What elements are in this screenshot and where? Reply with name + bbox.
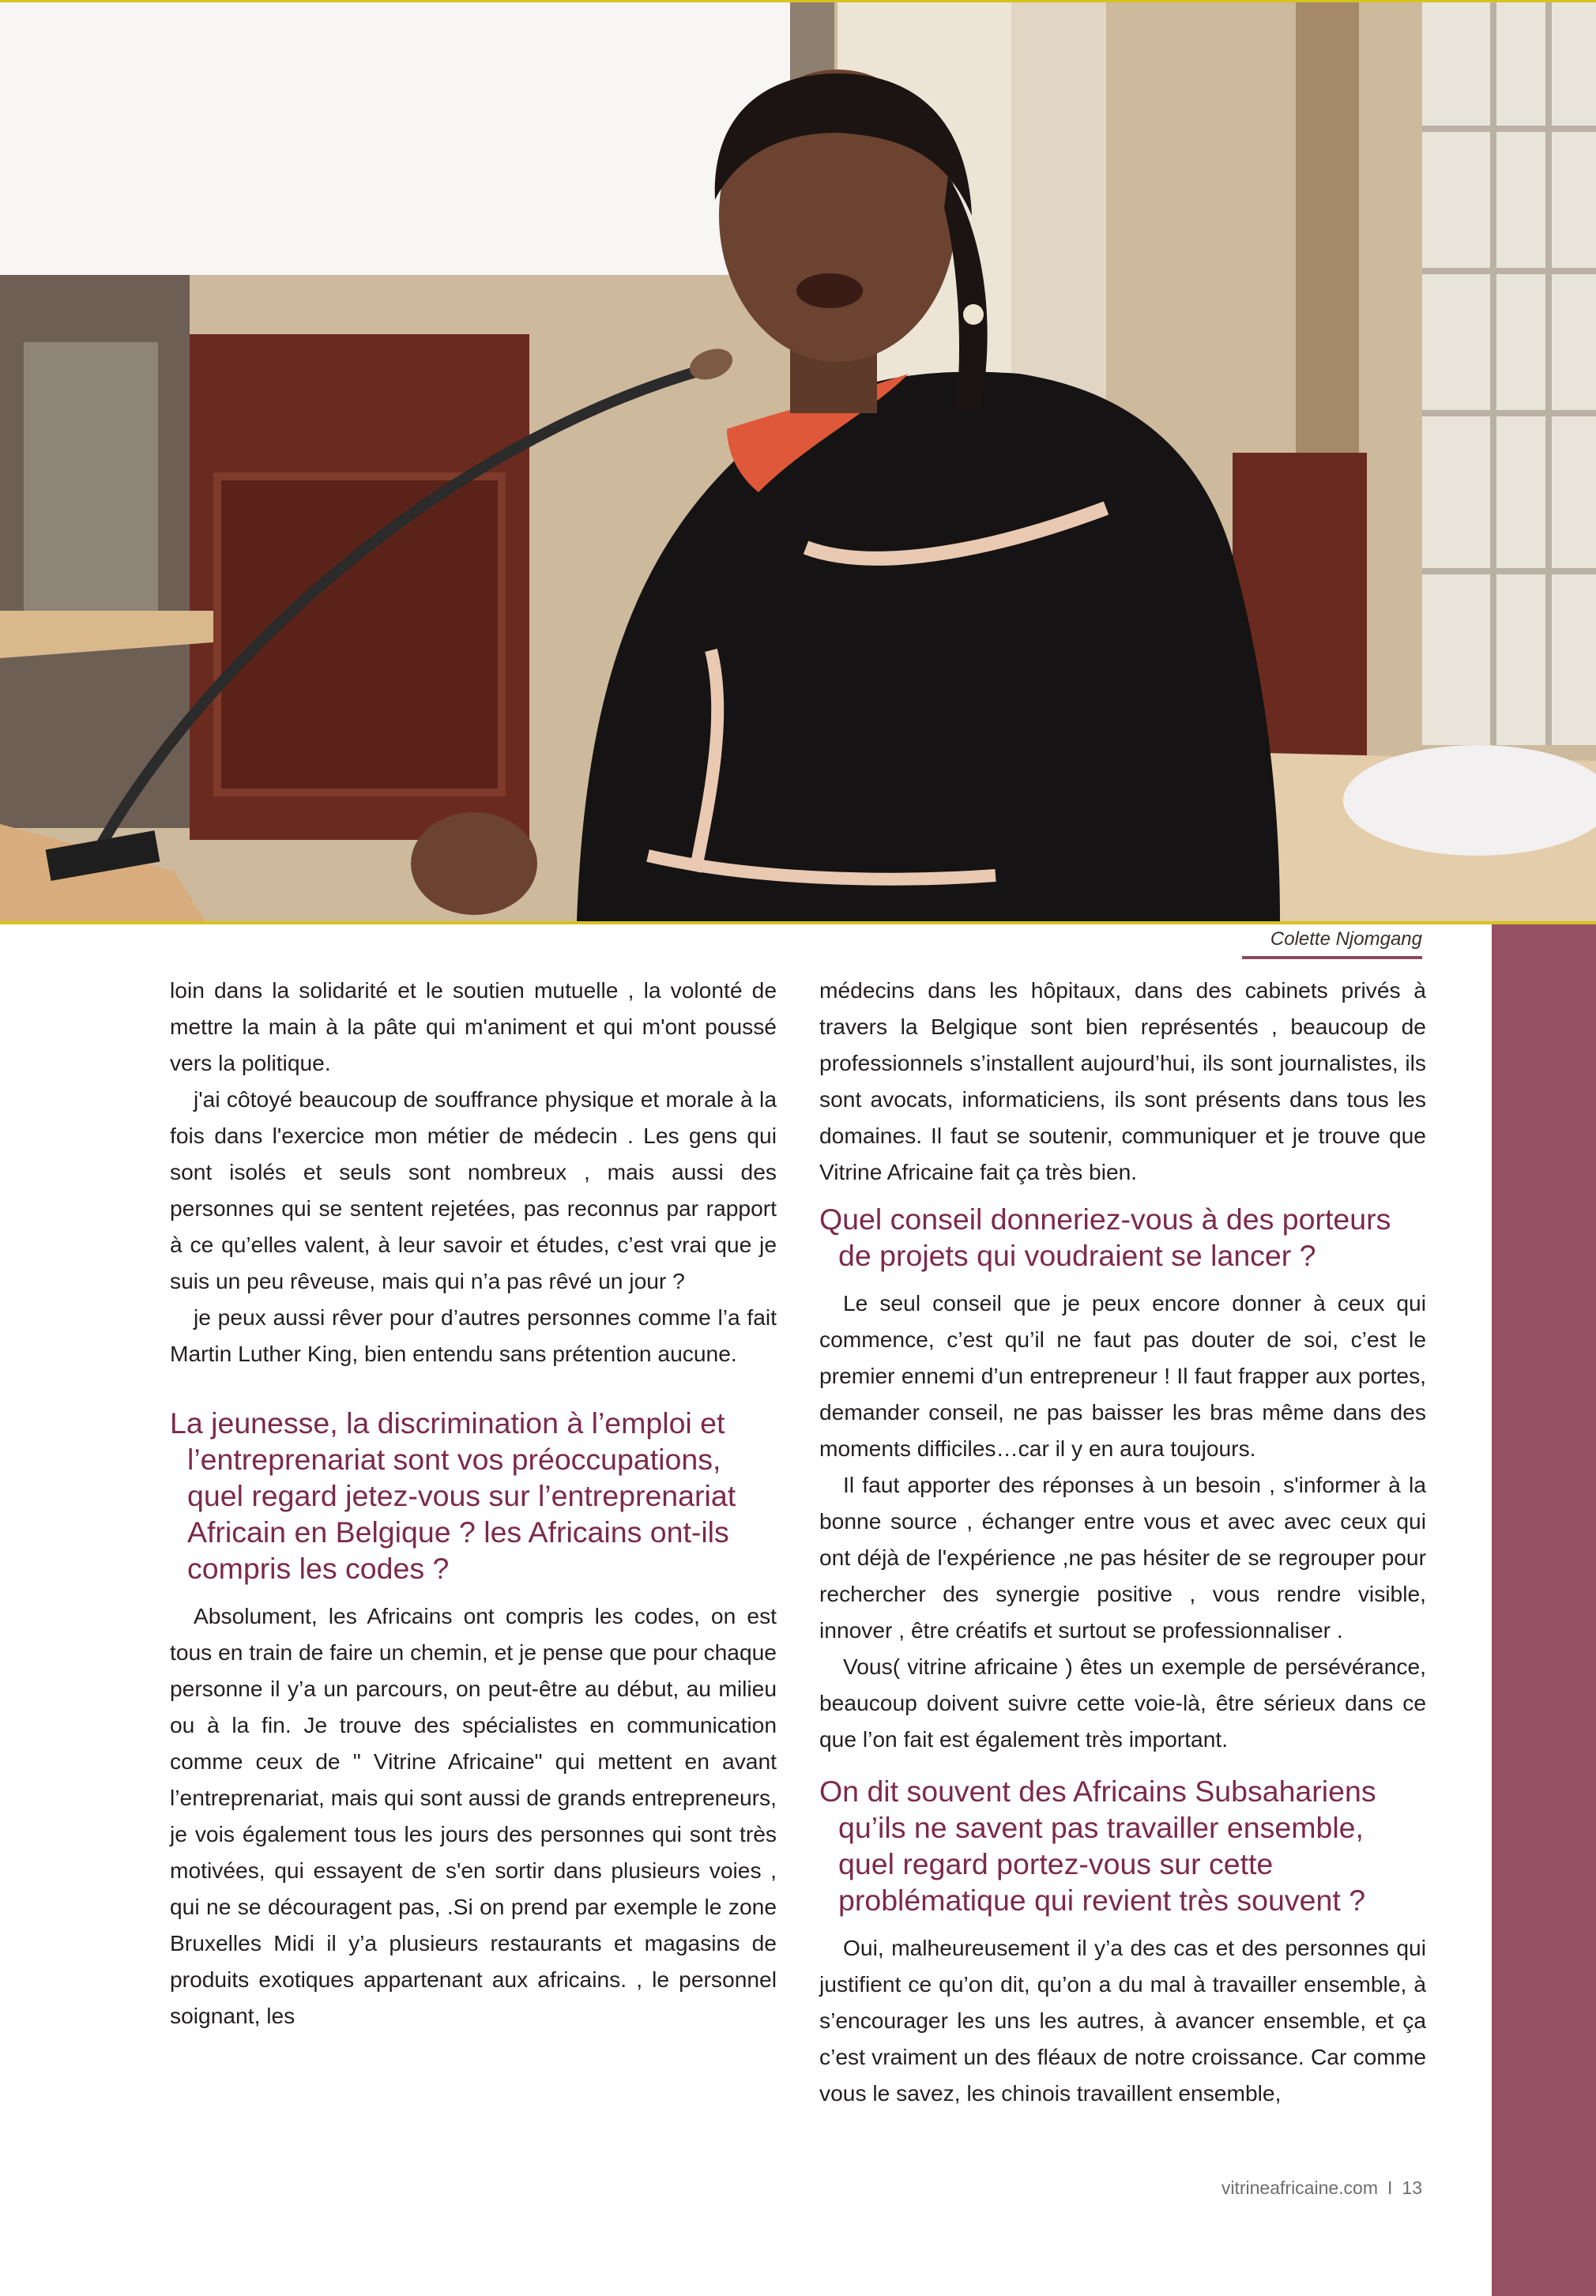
speaker-photo-illustration — [0, 2, 1596, 921]
paragraph: Il faut apporter des réponses à un besoin , s'informer à la bonne source , échanger entre vous et avec avec ceux qui ont déjà de l'expérience ,ne pas hésiter de se regrouper pour rechercher des synergie positive , vous rendre visible, innover , être créatifs et surtout se professionnaliser . — [819, 1472, 1426, 1643]
footer-separator: I — [1387, 2177, 1393, 2198]
question-heading: La jeunesse, la discrimination à l’emploi et l’entreprenariat sont vos préoccupations, quel regard jetez-vous sur l’entreprenariat Africain en Belgique ? les Africains ont-ils compris les codes ? — [170, 1406, 736, 1585]
paragraph: médecins dans les hôpitaux, dans des cabinets privés à travers la Belgique sont bien représentés , beaucoup de professionnels s’installent aujourd’hui, ils sont journalistes, ils sont avocats, informaticiens, ils sont présents dans tous les domaines. Il faut se soutenir, communiquer et je trouve que Vitrine Africaine fait ça très bien. — [819, 977, 1426, 1184]
paragraph: j'ai côtoyé beaucoup de souffrance physique et morale à la fois dans l'exercice mon métier de médecin . Les gens qui sont isolés et seuls sont nombreux , mais aussi des personnes qui se sentent rejetées, pas reconnus par rapport à ce qu’elles valent, à leur savoir et études, c’est vrai que je suis un peu rêveuse, mais qui n’a pas rêvé un jour ? — [170, 1086, 777, 1293]
paragraph: je peux aussi rêver pour d’autres personnes comme l’a fait Martin Luther King, bien entendu sans prétention aucune. — [170, 1304, 777, 1366]
question-heading: On dit souvent des Africains Subsahariens qu’ils ne savent pas travailler ensemble, quel regard portez-vous sur cette problématique qui revient très souvent ? — [819, 1775, 1376, 1917]
paragraph: Oui, malheureusement il y’a des cas et des personnes qui justifient ce qu’on dit, qu’on a du mal à travailler ensemble, à s’encourager les uns les autres, à avancer ensemble, et ça c’est vraiment un des fléaux de notre croissance. Car comme vous le savez, les chinois travaillent ensemble, — [819, 1935, 1426, 2106]
photo-caption: Colette Njomgang — [1242, 928, 1422, 959]
paragraph: Le seul conseil que je peux encore donner à ceux qui commence, c’est qu’il ne faut pas douter de soi, c’est le premier ennemi d’un entrepreneur ! Il faut frapper aux portes, demander conseil, ne pas baisser les bras même dans des moments difficiles…car il y en aura toujours. — [819, 1290, 1426, 1461]
speaker-photo — [0, 0, 1596, 924]
page-number: 13 — [1402, 2177, 1422, 2198]
paragraph: loin dans la solidarité et le soutien mutuelle , la volonté de mettre la main à la pâte qui m'animent et qui m'ont poussé vers la politique. — [170, 977, 777, 1075]
question-heading: Quel conseil donneriez-vous à des porteurs de projets qui voudraient se lancer ? — [819, 1203, 1391, 1272]
right-column — [819, 972, 1426, 2111]
paragraph: Absolument, les Africains ont compris les codes, on est tous en train de faire un chemin, et je pense que pour chaque personne il y’a un parcours, on peut-être au début, au milieu ou à la fin. Je trouve des spécialistes en communication comme ceux de " Vitrine Africaine" qui mettent en avant l’entreprenariat, mais qui sont aussi de grands entrepreneurs, je vois également tous les jours des personnes qui sont très motivées, qui essayent de s'en sortir dans plusieurs voies , qui ne se découragent pas, .Si on prend par exemple le zone Bruxelles Midi il y’a plusieurs restaurants et magasins de produits exotiques appartenant aux africains. , le personnel soignant, les — [170, 1603, 777, 2028]
footer-site: vitrineafricaine.com — [1221, 2177, 1379, 2198]
left-column — [170, 972, 777, 2034]
page-footer — [1209, 2177, 1422, 2199]
paragraph: Vous( vitrine africaine ) êtes un exemple de persévérance, beaucoup doivent suivre cette voie-là, être sérieux dans ce que l’on fait est également très important. — [819, 1654, 1426, 1752]
decorative-sidebar — [1492, 924, 1596, 2296]
